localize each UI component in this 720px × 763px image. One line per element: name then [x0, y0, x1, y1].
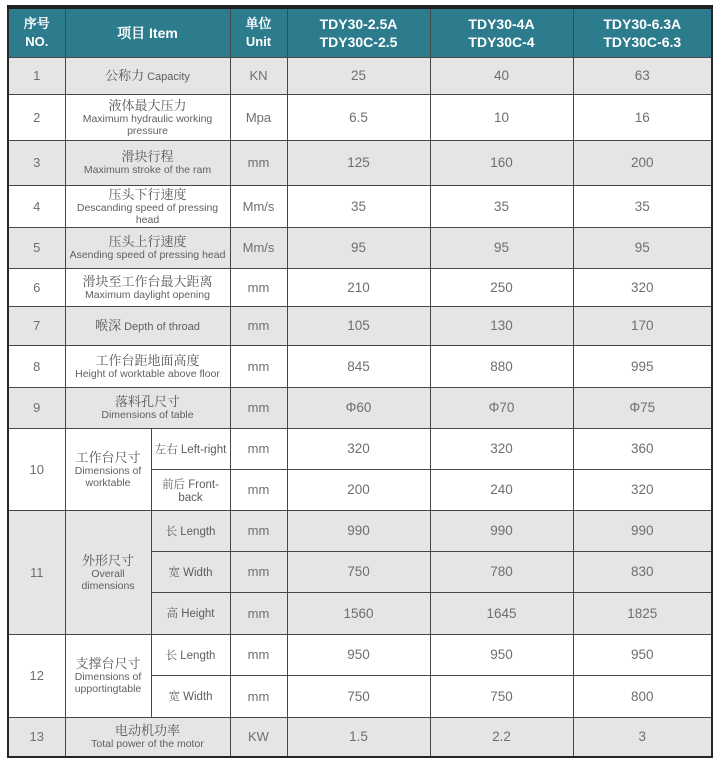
row-4-value-3: 35 — [573, 185, 712, 227]
row-10-sub-2-value-1: 200 — [287, 469, 430, 510]
row-2-item-cn: 液体最大压力 — [108, 97, 187, 113]
row-11-sub-3-value-3: 1825 — [573, 592, 712, 634]
row-4-value-2: 35 — [430, 185, 573, 227]
row-9 — [8, 387, 712, 428]
row-2-value-2: 10 — [430, 94, 573, 140]
row-8-item-en: Height of worktable above floor — [75, 367, 220, 380]
row-2-value-1: 6.5 — [287, 94, 430, 140]
row-13-item-cn: 电动机功率 — [114, 723, 180, 739]
row-8-item-cn: 工作台距地面高度 — [95, 352, 200, 368]
row-12-sub-2-value-1: 750 — [287, 675, 430, 717]
row-10-item-cn: 工作台尺寸 — [75, 449, 141, 465]
row-12-sub-1-value-1: 950 — [287, 634, 430, 675]
row-11-sub-1-value-1: 990 — [287, 510, 430, 551]
row-5-value-1: 95 — [287, 227, 430, 268]
row-9-item — [65, 387, 230, 428]
row-6-item-cn: 滑块至工作台最大距离 — [82, 273, 213, 289]
row-8-no: 8 — [8, 345, 65, 387]
row-6-value-3: 320 — [573, 268, 712, 306]
header-no — [8, 7, 65, 57]
row-3-unit: mm — [230, 140, 287, 185]
row-10-item — [65, 428, 151, 510]
row-11-sub-2-value-2: 780 — [430, 551, 573, 592]
header-unit — [230, 7, 287, 57]
row-2-item-en: Maximum hydraulic working pressure — [82, 112, 213, 137]
row-5-value-2: 95 — [430, 227, 573, 268]
row-10-item-en: Dimensions of worktable — [74, 464, 142, 489]
row-13-item — [65, 717, 230, 757]
row-4-item-cn: 压头下行速度 — [108, 186, 187, 202]
row-11-sub-3-value-2: 1645 — [430, 592, 573, 634]
row-7-item-en: Depth of throad — [124, 321, 200, 333]
header-row — [8, 7, 712, 57]
row-1-item-en: Capacity — [147, 71, 190, 83]
row-12-item-en: Dimensions of upportingtable — [74, 671, 142, 695]
row-10-sub-1 — [8, 428, 712, 469]
row-6-value-2: 250 — [430, 268, 573, 306]
row-13 — [8, 717, 712, 757]
row-12-sub-2-value-3: 800 — [573, 675, 712, 717]
row-7-value-3: 170 — [573, 306, 712, 345]
row-8-value-2: 880 — [430, 345, 573, 387]
row-8-unit: mm — [230, 345, 287, 387]
header-model-1 — [287, 7, 430, 57]
row-4 — [8, 185, 712, 227]
header-model-2 — [430, 7, 573, 57]
row-11-item — [65, 510, 151, 634]
row-9-item-en: Dimensions of table — [101, 409, 194, 421]
row-9-item-cn: 落料孔尺寸 — [114, 394, 180, 409]
row-10-sub-2-label: 前后 Front-back — [151, 469, 230, 510]
row-8-value-3: 995 — [573, 345, 712, 387]
header-item: 项目 Item — [65, 7, 230, 57]
row-10-no: 10 — [8, 428, 65, 510]
row-11-sub-2-unit: mm — [230, 551, 287, 592]
model-2-line1: TDY30-4A — [468, 15, 535, 32]
row-11-sub-2-value-3: 830 — [573, 551, 712, 592]
row-4-no: 4 — [8, 185, 65, 227]
row-5 — [8, 227, 712, 268]
row-4-unit: Mm/s — [230, 185, 287, 227]
row-1-unit: KN — [230, 57, 287, 94]
row-6-no: 6 — [8, 268, 65, 306]
row-11-no: 11 — [8, 510, 65, 634]
row-3-value-3: 200 — [573, 140, 712, 185]
row-10-sub-2-value-2: 240 — [430, 469, 573, 510]
row-9-value-3: Φ75 — [573, 387, 712, 428]
header-unit-cn: 单位 — [245, 15, 272, 31]
row-11-sub-1-value-2: 990 — [430, 510, 573, 551]
row-13-value-2: 2.2 — [430, 717, 573, 757]
model-1-line2: TDY30C-2.5 — [319, 33, 398, 50]
header-no-cn: 序号 — [23, 15, 50, 31]
row-7 — [8, 306, 712, 345]
row-11-sub-2-label: 宽 Width — [151, 551, 230, 592]
row-12-sub-2-unit: mm — [230, 675, 287, 717]
row-7-unit: mm — [230, 306, 287, 345]
row-12-sub-2-label: 宽 Width — [151, 675, 230, 717]
row-7-item-cn: 喉深 — [95, 318, 122, 333]
row-8 — [8, 345, 712, 387]
row-1-value-1: 25 — [287, 57, 430, 94]
row-11-sub-1 — [8, 510, 712, 551]
row-5-item-cn: 压头上行速度 — [108, 234, 187, 249]
row-9-no: 9 — [8, 387, 65, 428]
row-3 — [8, 140, 712, 185]
header-unit-en: Unit — [245, 33, 272, 49]
row-13-no: 13 — [8, 717, 65, 757]
row-12-sub-2-value-2: 750 — [430, 675, 573, 717]
row-11-sub-1-label: 长 Length — [151, 510, 230, 551]
row-5-value-3: 95 — [573, 227, 712, 268]
model-3-line2: TDY30C-6.3 — [603, 33, 682, 50]
row-11-item-en: Overall dimensions — [81, 567, 135, 592]
row-3-item-en: Maximum stroke of the ram — [83, 164, 212, 176]
row-13-value-1: 1.5 — [287, 717, 430, 757]
row-10-sub-1-label: 左右 Left-right — [151, 428, 230, 469]
row-4-item — [65, 185, 230, 227]
row-9-value-2: Φ70 — [430, 387, 573, 428]
row-12-sub-1-value-3: 950 — [573, 634, 712, 675]
row-11-sub-1-value-3: 990 — [573, 510, 712, 551]
row-12-sub-1-label: 长 Length — [151, 634, 230, 675]
row-5-unit: Mm/s — [230, 227, 287, 268]
row-5-item-en: Asending speed of pressing head — [69, 249, 226, 261]
row-10-sub-1-unit: mm — [230, 428, 287, 469]
row-3-item-cn: 滑块行程 — [121, 149, 174, 164]
row-1-value-2: 40 — [430, 57, 573, 94]
row-5-item — [65, 227, 230, 268]
row-10-sub-1-value-2: 320 — [430, 428, 573, 469]
model-1-line1: TDY30-2.5A — [319, 15, 398, 32]
row-10-sub-1-value-3: 360 — [573, 428, 712, 469]
row-11-sub-3-unit: mm — [230, 592, 287, 634]
row-12-no: 12 — [8, 634, 65, 717]
row-12-sub-1-value-2: 950 — [430, 634, 573, 675]
header-no-en: NO. — [25, 33, 49, 49]
row-3-value-1: 125 — [287, 140, 430, 185]
row-3-no: 3 — [8, 140, 65, 185]
row-1-no: 1 — [8, 57, 65, 94]
row-2-unit: Mpa — [230, 94, 287, 140]
row-5-no: 5 — [8, 227, 65, 268]
row-13-value-3: 3 — [573, 717, 712, 757]
row-11-sub-3-label: 高 Height — [151, 592, 230, 634]
row-7-no: 7 — [8, 306, 65, 345]
row-4-item-en: Descanding speed of pressing head — [76, 201, 219, 226]
row-1-item — [65, 57, 230, 94]
row-12-sub-1-unit: mm — [230, 634, 287, 675]
row-2-no: 2 — [8, 94, 65, 140]
row-13-unit: KW — [230, 717, 287, 757]
row-9-value-1: Φ60 — [287, 387, 430, 428]
header-model-3 — [573, 7, 712, 57]
row-8-value-1: 845 — [287, 345, 430, 387]
spec-table — [7, 5, 713, 758]
row-2-item — [65, 94, 230, 140]
row-2-value-3: 16 — [573, 94, 712, 140]
row-7-value-2: 130 — [430, 306, 573, 345]
row-10-sub-2-unit: mm — [230, 469, 287, 510]
row-10-sub-1-value-1: 320 — [287, 428, 430, 469]
row-11-item-cn: 外形尺寸 — [81, 552, 134, 568]
row-7-item — [65, 306, 230, 345]
model-3-line1: TDY30-6.3A — [603, 15, 682, 32]
row-6 — [8, 268, 712, 306]
row-2 — [8, 94, 712, 140]
row-12-item-cn: 支撑台尺寸 — [75, 656, 141, 671]
row-3-value-2: 160 — [430, 140, 573, 185]
row-12-item — [65, 634, 151, 717]
row-3-item — [65, 140, 230, 185]
row-6-item — [65, 268, 230, 306]
row-11-sub-2-value-1: 750 — [287, 551, 430, 592]
row-11-sub-3-value-1: 1560 — [287, 592, 430, 634]
row-9-unit: mm — [230, 387, 287, 428]
row-1-value-3: 63 — [573, 57, 712, 94]
row-6-value-1: 210 — [287, 268, 430, 306]
row-8-item — [65, 345, 230, 387]
row-1-item-cn: 公称力 — [105, 68, 145, 83]
model-2-line2: TDY30C-4 — [468, 33, 535, 50]
row-1 — [8, 57, 712, 94]
row-11-sub-1-unit: mm — [230, 510, 287, 551]
row-12-sub-1 — [8, 634, 712, 675]
row-4-value-1: 35 — [287, 185, 430, 227]
row-13-item-en: Total power of the motor — [91, 738, 204, 751]
row-10-sub-2-value-3: 320 — [573, 469, 712, 510]
row-7-value-1: 105 — [287, 306, 430, 345]
row-6-unit: mm — [230, 268, 287, 306]
row-6-item-en: Maximum daylight opening — [85, 288, 210, 301]
